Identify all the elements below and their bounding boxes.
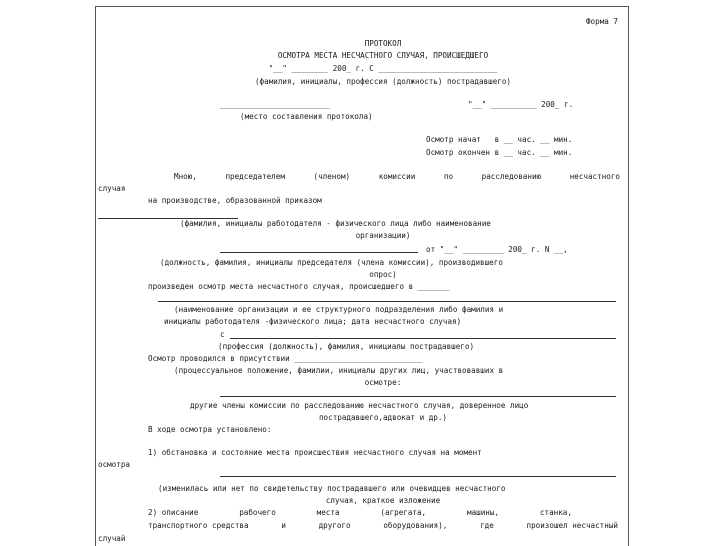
- word: машины,: [467, 508, 500, 517]
- changes-note-1: (изменилась или нет по свидетельству пострадавшего или очевидцев несчастного: [158, 484, 506, 493]
- document-page: [95, 6, 629, 546]
- item-1-tail: осмотра: [98, 460, 131, 469]
- para-commission-tail: случая: [98, 184, 126, 193]
- presence-note-1: (процессуальное положение, фамилии, инициалы других лиц, участвовавших в: [174, 366, 504, 375]
- order-line: на производстве, образованной приказом: [148, 196, 322, 205]
- word: (агрегата,: [380, 508, 427, 517]
- item-2-line-2: [148, 521, 618, 530]
- victim-profession-note: (профессия (должность), фамилия, инициалы пострадавшего): [218, 342, 475, 351]
- protocol-title: ПРОТОКОЛ: [364, 39, 402, 48]
- protocol-subtitle: ОСМОТРА МЕСТА НЕСЧАСТНОГО СЛУЧАЯ, ПРОИСШЕДШЕГО: [277, 51, 489, 60]
- exam-end: Осмотр окончен в __ час. __ мин.: [426, 148, 573, 157]
- word: 2) описание: [148, 508, 199, 517]
- item-2-line: [148, 508, 572, 517]
- victim-prefix: с: [220, 330, 225, 339]
- changes-note-2: случая, краткое изложение: [325, 496, 441, 505]
- word: станка,: [539, 508, 572, 517]
- org-note-1: (наименование организации и ее структурного подразделения либо фамилия и: [174, 305, 504, 314]
- word: транспортного средства: [148, 521, 249, 530]
- org-note-2: инициалы работодателя -физического лица; дата несчастного случая): [164, 317, 462, 326]
- item-2-tail: случай: [98, 534, 126, 543]
- word: расследованию: [481, 172, 542, 181]
- word: (членом): [313, 172, 351, 181]
- employer-note-1: (фамилия, инициалы работодателя - физического лица либо наименование: [180, 219, 491, 228]
- place-note: (место составления протокола): [240, 112, 373, 121]
- blank-line: [230, 338, 616, 339]
- chairman-note-1: (должность, фамилия, инициалы председателя (члена комиссии), производившего: [160, 258, 503, 267]
- established-heading: В ходе осмотра установлено:: [148, 425, 272, 434]
- form-label: Форма 7: [585, 17, 618, 26]
- exam-start: Осмотр начат в __ час. __ мин.: [426, 135, 573, 144]
- word: другого: [318, 521, 351, 530]
- word: и: [281, 521, 286, 530]
- victim-note: (фамилия, инициалы, профессия (должность) пострадавшего): [254, 77, 512, 86]
- presence-line: Осмотр проводился в присутствии ____________________________: [148, 354, 423, 363]
- date-victim-line: "__" ________ 200_ г. С __________________________: [268, 64, 498, 73]
- exam-made-line: произведен осмотр места несчастного случая, происшедшего в _______: [148, 282, 450, 291]
- employer-note-2: организации): [355, 231, 411, 240]
- word: председателем: [225, 172, 285, 181]
- presence-note-2: осмотре:: [364, 378, 402, 387]
- word: рабочего: [239, 508, 276, 517]
- word: оборудования),: [383, 521, 448, 530]
- word: места: [316, 508, 340, 517]
- word: комиссии: [378, 172, 416, 181]
- item-1-line: 1) обстановка и состояние места происшествия несчастного случая на момент: [148, 448, 482, 457]
- word: где: [480, 521, 494, 530]
- members-note-2: пострадавшего,адвокат и др.): [318, 413, 447, 422]
- blank-line: [158, 301, 616, 302]
- chairman-note-2: опрос): [369, 270, 397, 279]
- blank-line: [220, 252, 418, 253]
- word: произошел несчастный: [526, 521, 618, 530]
- order-date: от "__" _________ 200_ г. N __,: [426, 245, 568, 254]
- place-blank: ________________________: [220, 100, 330, 109]
- blank-line: [220, 396, 616, 397]
- word: Мною,: [174, 172, 197, 181]
- blank-line: [220, 476, 616, 477]
- members-note-1: другие члены комиссии по расследованию несчастного случая, доверенное лицо: [190, 401, 529, 410]
- date-right: "__" __________ 200_ г.: [468, 100, 574, 109]
- para-commission: [174, 172, 620, 181]
- word: несчастного: [569, 172, 620, 181]
- word: по: [443, 172, 454, 181]
